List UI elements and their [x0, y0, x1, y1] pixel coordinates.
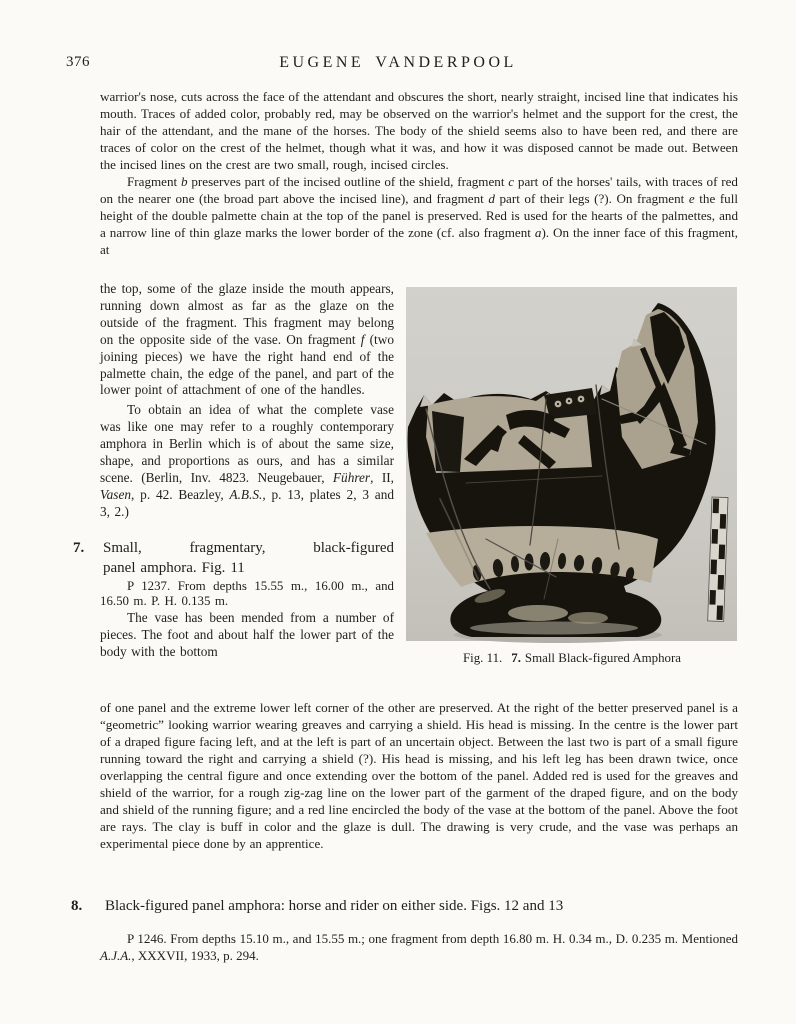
entry-7-number: 7. [73, 539, 85, 556]
entry-7-catalog: P 1237. From depths 15.55 m., 16.00 m., and 16.50 m. P. H. 0.135 m. [100, 578, 394, 609]
entry-8-catalog: P 1246. From depths 15.10 m., and 15.55 m.; one fragment from depth 16.80 m. H. 0.34 m., D. 0.235 m. Mentioned A.J.A., XXXVII, 1933, p. 294. [100, 931, 738, 963]
entry-8-heading-text: Black-figured panel amphora: horse and rider on either side. Figs. 12 and 13 [105, 898, 564, 914]
caption-item-number: 7. [511, 651, 521, 665]
entry-7-description-start: The vase has been mended from a number of pieces. The foot and about half the lower part of the body with the bottom [100, 610, 394, 660]
entry-8-heading [71, 896, 738, 916]
page-number: 376 [66, 54, 90, 70]
figure-11 [406, 281, 738, 699]
body-paragraph: Fragment b preserves part of the incised outline of the shield, fragment c part of the horses' tails, with traces of red on the nearer one (the broad part above the incised line), and fragment d part of their legs (?). On fragment e the full height of the double palmette chain at the top of the panel is preserved. Red is used for the hearts of the palmettes, and a narrow line of thin glaze marks the lower border of the zone (cf. also fragment a). On the inner face of this fragment, at [100, 174, 738, 257]
running-title: EUGENE VANDERPOOL [279, 54, 517, 71]
caption-fig-label: Fig. 11. [462, 651, 503, 665]
entry-7-heading-line1: Small, fragmentary, black-figured [103, 539, 394, 556]
amphora-photo [406, 287, 737, 641]
body-paragraph: warrior's nose, cuts across the face of the attendant and obscures the short, nearly straight, incised line that indicates his mouth. Traces of added color, probably red, may be observed on the warrior's helmet and the support for the crest, the hair of the attendant, and the mane of the horses. The body of the shield seems also to have been red, and there are traces of color on the crest of the helmet, though what it was, and how it was disposed cannot be made out. Between the incised lines on the crest are two small, rough, incised circles. [100, 89, 738, 172]
entry-8-number: 8. [71, 898, 83, 914]
two-column-region [73, 281, 738, 699]
entry-8 [71, 896, 738, 977]
body-paragraph: the top, some of the glaze inside the mouth appears, running down almost as far as the glaze on the outside of the fragment. This fragment may belong on the opposite side of the vase. On fragment f (two joining pieces) we have the right hand end of the palmette chain, the edge of the panel, and part of the lower point of attachment of one of the handles. [100, 281, 394, 398]
figure-11-caption [406, 651, 738, 666]
entry-7-heading [73, 538, 394, 579]
left-text-column [73, 281, 395, 699]
body-paragraph: of one panel and the extreme lower left corner of the other are preserved. At the right of the better preserved panel is a “geometric” looking warrior wearing greaves and carrying a shield. His head is missing. In the centre is the lower part of a draped figure facing left, and at the left is part of an uncertain object. Between the last two is part of a small figure running toward the right and carrying a shield (?). His head is missing, and his left leg has been drawn twice, once overlapping the central figure and once extending over the bottom of the panel. Added red is used for the greaves and shield of the warrior, for a rough zig-zag line on the lower part of the garment of the draped figure, and on the body and shield of the running figure; and a red line encircled the body of the vase at the bottom of the panel. Above the foot are rays. The clay is buff in color and the glaze is dull. The drawing is very crude, and the vase was perhaps an experimental piece done by an apprentice. [100, 700, 738, 851]
running-head [0, 52, 796, 76]
entry-7-heading-line2: panel amphora. Fig. 11 [103, 560, 245, 577]
body-paragraph: To obtain an idea of what the complete vase was like one may refer to a roughly contemporary amphora in Berlin which is of about the same size, shape, and proportions as ours, and has a similar scene. (Berlin, Inv. 4823. Neugebauer, Führer, II, Vasen, p. 42. Beazley, A.B.S., p. 13, plates 2, 3 and 3, 2.) [100, 402, 395, 519]
intro-paragraphs [100, 88, 738, 258]
caption-title: Small Black-figured Amphora [524, 651, 682, 665]
entry-7-description-continued [100, 699, 738, 852]
